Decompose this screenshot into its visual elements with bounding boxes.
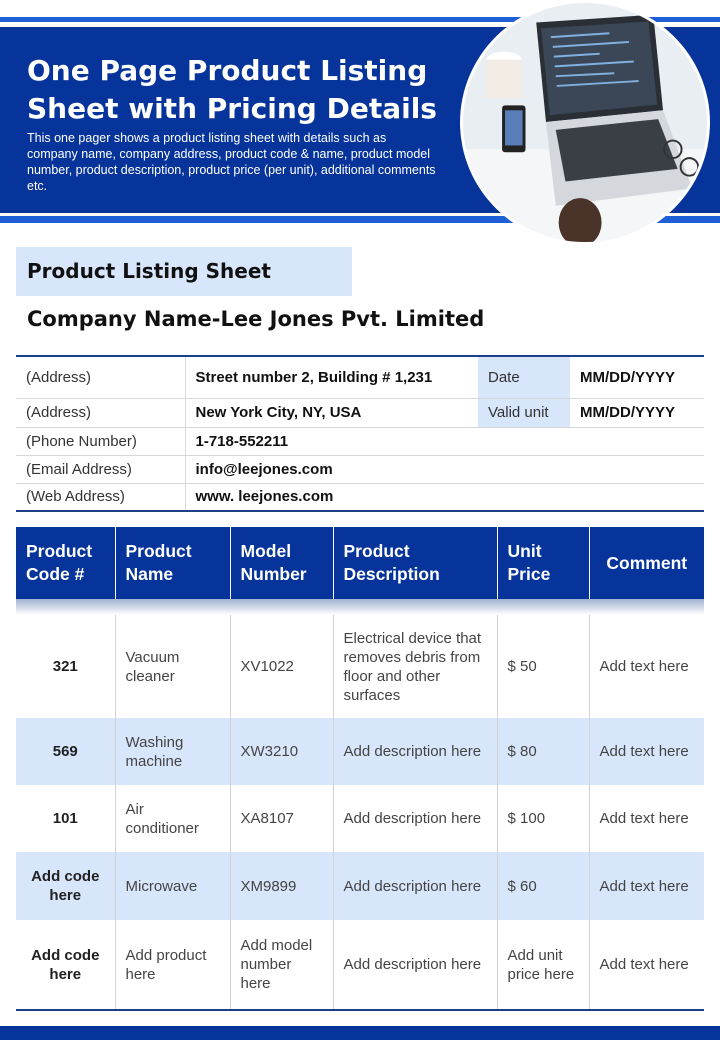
address-label: (Address) xyxy=(16,356,185,398)
date-label: Date xyxy=(478,356,570,398)
page-subtitle: This one pager shows a product listing sheet with details such as company name, company address, product code & name, product model number, product description, product price (per unit), additional comments etc. xyxy=(27,131,436,193)
address-row xyxy=(16,356,704,398)
header-unit-price: Unit Price xyxy=(497,527,589,599)
valid-unit-label: Valid unit xyxy=(478,398,570,427)
cell-code: 321 xyxy=(16,615,115,718)
web-row xyxy=(16,483,704,511)
cell-model: Add model number here xyxy=(230,920,333,1010)
address-table xyxy=(16,355,704,512)
cell-description: Electrical device that removes debris from floor and other surfaces xyxy=(333,615,497,718)
product-table xyxy=(16,527,704,1011)
footer-bar xyxy=(0,1026,720,1040)
header-comment: Comment xyxy=(589,527,704,599)
cell-description: Add description here xyxy=(333,920,497,1010)
cell-code: 101 xyxy=(16,785,115,852)
cell-description: Add description here xyxy=(333,785,497,852)
cell-description: Add description here xyxy=(333,852,497,920)
date-value: MM/DD/YYYY xyxy=(570,356,704,398)
email-value: info@leejones.com xyxy=(185,455,704,483)
table-row xyxy=(16,718,704,785)
cell-name: Washing machine xyxy=(115,718,230,785)
cell-name: Microwave xyxy=(115,852,230,920)
cell-price: Add unit price here xyxy=(497,920,589,1010)
cell-price: $ 60 xyxy=(497,852,589,920)
phone-label: (Phone Number) xyxy=(16,427,185,455)
company-name: Company Name-Lee Jones Pvt. Limited xyxy=(27,307,485,331)
cell-description: Add description here xyxy=(333,718,497,785)
cell-name: Vacuum cleaner xyxy=(115,615,230,718)
cell-price: $ 80 xyxy=(497,718,589,785)
table-row xyxy=(16,785,704,852)
address-label: (Address) xyxy=(16,398,185,427)
cell-code: 569 xyxy=(16,718,115,785)
laptop-photo xyxy=(460,0,710,245)
cell-comment: Add text here xyxy=(589,718,704,785)
header-shadow xyxy=(16,599,704,615)
table-row xyxy=(16,615,704,718)
cell-model: XM9899 xyxy=(230,852,333,920)
web-label: (Web Address) xyxy=(16,483,185,511)
title-line-2: Sheet with Pricing Details xyxy=(27,92,437,125)
cell-model: XW3210 xyxy=(230,718,333,785)
email-label: (Email Address) xyxy=(16,455,185,483)
cell-code: Add code here xyxy=(16,920,115,1010)
title-line-1: One Page Product Listing xyxy=(27,54,428,87)
address-row xyxy=(16,398,704,427)
cell-comment: Add text here xyxy=(589,920,704,1010)
header-model-number: Model Number xyxy=(230,527,333,599)
web-value: www. leejones.com xyxy=(185,483,704,511)
page-title xyxy=(27,52,447,128)
address-value: New York City, NY, USA xyxy=(185,398,478,427)
table-header-row xyxy=(16,527,704,599)
table-row xyxy=(16,920,704,1010)
cell-price: $ 100 xyxy=(497,785,589,852)
cell-code: Add code here xyxy=(16,852,115,920)
cell-name: Add product here xyxy=(115,920,230,1010)
cell-comment: Add text here xyxy=(599,658,689,675)
header-product-code: Product Code # xyxy=(16,527,115,599)
table-row xyxy=(16,852,704,920)
cell-comment: Add text here xyxy=(599,810,689,827)
cell-model: XV1022 xyxy=(230,615,333,718)
section-label: Product Listing Sheet xyxy=(16,247,352,296)
header-product-name: Product Name xyxy=(115,527,230,599)
email-row xyxy=(16,455,704,483)
cell-model: XA8107 xyxy=(230,785,333,852)
cell-comment: Add text here xyxy=(589,852,704,920)
valid-unit-value: MM/DD/YYYY xyxy=(570,398,704,427)
cell-price: $ 50 xyxy=(497,615,589,718)
cell-name: Air conditioner xyxy=(115,785,230,852)
header-product-description: Product Description xyxy=(333,527,497,599)
address-value: Street number 2, Building # 1,231 xyxy=(185,356,478,398)
phone-row xyxy=(16,427,704,455)
phone-value: 1-718-552211 xyxy=(185,427,704,455)
